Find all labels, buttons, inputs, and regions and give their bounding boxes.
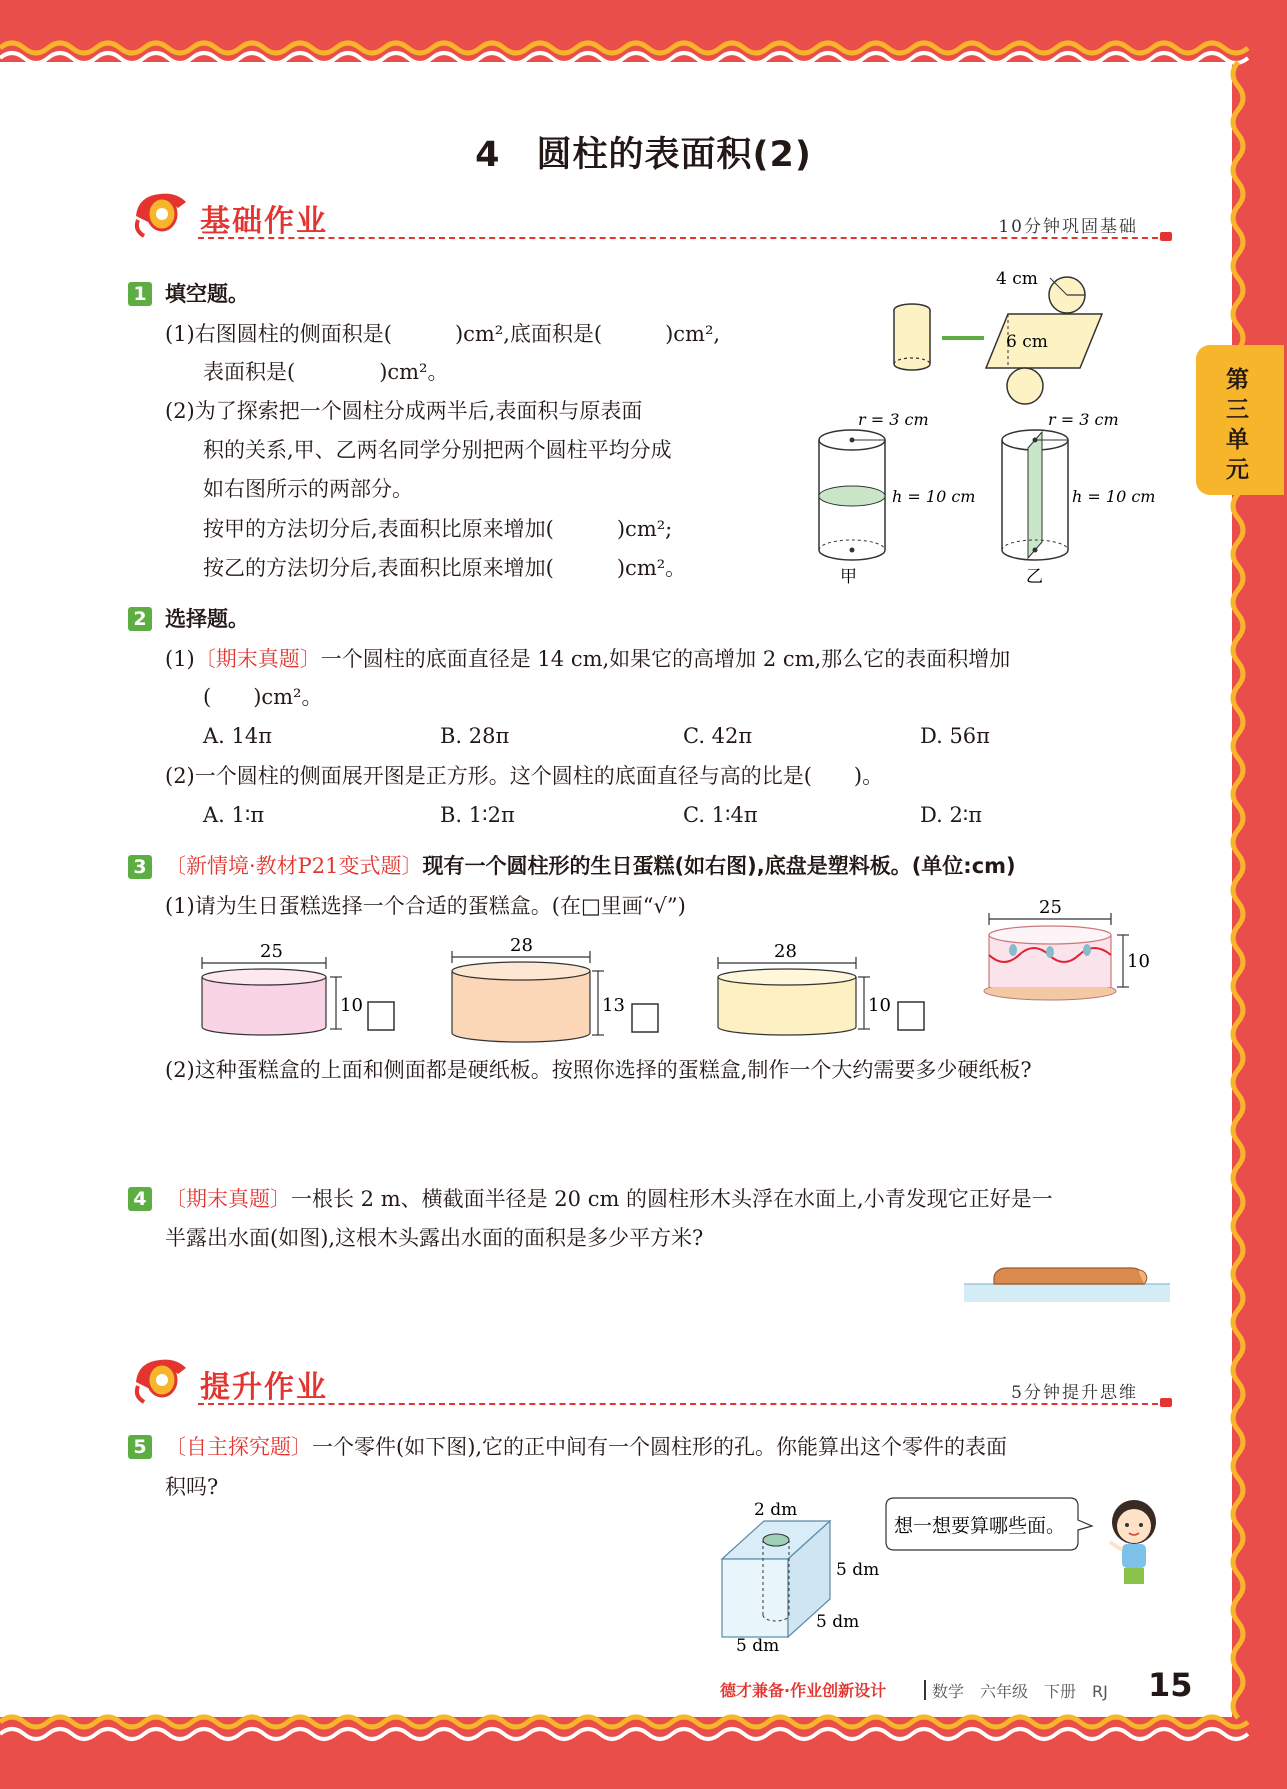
part-bottom-label: 5 dm <box>736 1636 780 1655</box>
q2-heading: 选择题。 <box>165 607 249 631</box>
box1-checkbox[interactable] <box>368 1002 394 1030</box>
q5-tag: 〔自主探究题〕 <box>165 1435 312 1459</box>
q2-p2-option-d[interactable]: D. 2∶π <box>920 803 983 827</box>
cylinder-net-figure <box>880 262 1180 412</box>
q2-part1: (1)〔期末真题〕一个圆柱的底面直径是 14 cm,如果它的高增加 2 cm,那么它的表面积增加 <box>165 647 1011 671</box>
figA-name: 甲 <box>840 567 857 587</box>
footer-series: 德才兼备·作业创新设计 <box>720 1681 887 1700</box>
birthday-cake-figure <box>975 895 1165 1005</box>
cake-box-options <box>190 935 950 1050</box>
figB-radius-label: r = 3 cm <box>1048 410 1119 429</box>
section-basic-sub: 10分钟巩固基础 <box>998 217 1138 237</box>
section-divider <box>198 237 1168 239</box>
box3-checkbox[interactable] <box>898 1002 924 1030</box>
box3-width: 28 <box>774 941 797 962</box>
fig1-side-label: 6 cm <box>1006 332 1048 352</box>
q2-part2-text: (2)一个圆柱的侧面展开图是正方形。这个圆柱的底面直径与高的比是( )。 <box>165 764 884 788</box>
q2-p1-option-b[interactable]: B. 28π <box>440 724 510 748</box>
section-advanced-sub: 5分钟提升思维 <box>1011 1383 1138 1403</box>
q3-tag: 〔新情境·教材P21变式题〕 <box>165 854 423 878</box>
q2-p1-option-a[interactable]: A. 14π <box>203 724 273 748</box>
question-number-3: 3 <box>128 855 152 879</box>
loudspeaker-icon <box>128 1352 192 1408</box>
q5-line1-wrap <box>165 1433 1007 1461</box>
cake-box-2 <box>452 935 658 1042</box>
q3-line <box>165 852 1016 880</box>
footer-separator <box>924 1680 926 1700</box>
q2-p1-option-d[interactable]: D. 56π <box>920 724 990 748</box>
section-divider <box>198 1403 1168 1405</box>
box1-height: 10 <box>340 995 363 1016</box>
cake-width-label: 25 <box>1039 897 1062 918</box>
q1-heading: 填空题。 <box>165 282 249 306</box>
section-divider-end <box>1160 1398 1172 1407</box>
q4-line1: 一根长 2 m、横截面半径是 20 cm 的圆柱形木头浮在水面上,小青发现它正好是一 <box>291 1187 1053 1211</box>
q1-part1-line1: (1)右图圆柱的侧面积是( )cm²,底面积是( )cm², <box>165 322 721 346</box>
q1-part2-line2: 积的关系,甲、乙两名同学分别把两个圆柱平均分成 <box>203 438 672 462</box>
cylinder-split-figures <box>800 400 1180 600</box>
figA-height-label: h = 10 cm <box>892 487 976 506</box>
q2-p2-option-a[interactable]: A. 1∶π <box>203 803 265 827</box>
q3-text: 现有一个圆柱形的生日蛋糕(如右图),底盘是塑料板。(单位:cm) <box>422 854 1016 878</box>
q1-part1-line2: 表面积是( )cm²。 <box>203 360 449 384</box>
q3-part1: (1)请为生日蛋糕选择一个合适的蛋糕盒。(在□里画“√”) <box>165 894 686 918</box>
section-basic-header <box>128 186 1168 242</box>
q5-line1: 一个零件(如下图),它的正中间有一个圆柱形的孔。你能算出这个零件的表面 <box>312 1435 1008 1459</box>
section-advanced-header <box>128 1352 1168 1408</box>
student-girl-illustration <box>1094 1492 1174 1592</box>
q3-part2: (2)这种蛋糕盒的上面和侧面都是硬纸板。按照你选择的蛋糕盒,制作一个大约需要多少硬纸板? <box>165 1058 1032 1082</box>
cube-with-hole-figure <box>710 1495 890 1655</box>
section-basic-label: 基础作业 <box>200 204 328 239</box>
floating-log-figure <box>962 1262 1172 1304</box>
q2-p2-option-c[interactable]: C. 1∶4π <box>683 803 758 827</box>
q1-part2-line5: 按乙的方法切分后,表面积比原来增加( )cm²。 <box>203 556 687 580</box>
cake-box-1 <box>202 941 394 1035</box>
bubble-text: 想一想要算哪些面。 <box>894 1515 1066 1537</box>
q1-part2-line4: 按甲的方法切分后,表面积比原来增加( )cm²; <box>203 517 673 541</box>
box2-width: 28 <box>510 935 533 956</box>
figB-height-label: h = 10 cm <box>1072 487 1156 506</box>
section-advanced-label: 提升作业 <box>200 1370 328 1405</box>
q2-part1-text: 一个圆柱的底面直径是 14 cm,如果它的高增加 2 cm,那么它的表面积增加 <box>320 647 1011 671</box>
q2-p2-option-b[interactable]: B. 1∶2π <box>440 803 515 827</box>
unit-side-tab <box>1196 345 1284 495</box>
figB-name: 乙 <box>1026 567 1043 587</box>
q1-part2-line3: 如右图所示的两部分。 <box>203 477 413 501</box>
box2-checkbox[interactable] <box>632 1004 658 1032</box>
q4-line2: 半露出水面(如图),这根木头露出水面的面积是多少平方米? <box>165 1226 704 1250</box>
figA-radius-label: r = 3 cm <box>858 410 929 429</box>
part-depth-label: 5 dm <box>816 1612 860 1632</box>
q2-part1-line2: ( )cm²。 <box>203 685 323 709</box>
question-number-4: 4 <box>128 1187 152 1211</box>
unit-side-tab-label: 第三单元 <box>1226 367 1249 483</box>
part-right-label: 5 dm <box>836 1560 880 1580</box>
cake-box-3 <box>718 941 924 1035</box>
section-divider-end <box>1160 232 1172 241</box>
box3-height: 10 <box>868 995 891 1016</box>
page-title: 4 圆柱的表面积(2) <box>475 135 812 175</box>
question-number-5: 5 <box>128 1435 152 1459</box>
fig1-top-label: 4 cm <box>996 269 1038 289</box>
q4-tag: 〔期末真题〕 <box>165 1187 291 1211</box>
cake-height-label: 10 <box>1127 951 1150 972</box>
page-number: 15 <box>1148 1666 1193 1704</box>
question-number-2: 2 <box>128 607 152 631</box>
part-top-label: 2 dm <box>754 1500 798 1520</box>
q4-line1-wrap <box>165 1185 1053 1213</box>
q5-line2: 积吗? <box>165 1475 219 1499</box>
q2-p1-option-c[interactable]: C. 42π <box>683 724 753 748</box>
footer-info: 数学 六年级 下册 RJ <box>932 1682 1108 1701</box>
box1-width: 25 <box>260 941 283 962</box>
q1-part2-line1: (2)为了探索把一个圆柱分成两半后,表面积与原表面 <box>165 399 643 423</box>
box2-height: 13 <box>602 995 625 1016</box>
loudspeaker-icon <box>128 186 192 242</box>
question-number-1: 1 <box>128 282 152 306</box>
q2-part1-tag: 〔期末真题〕 <box>194 647 321 671</box>
